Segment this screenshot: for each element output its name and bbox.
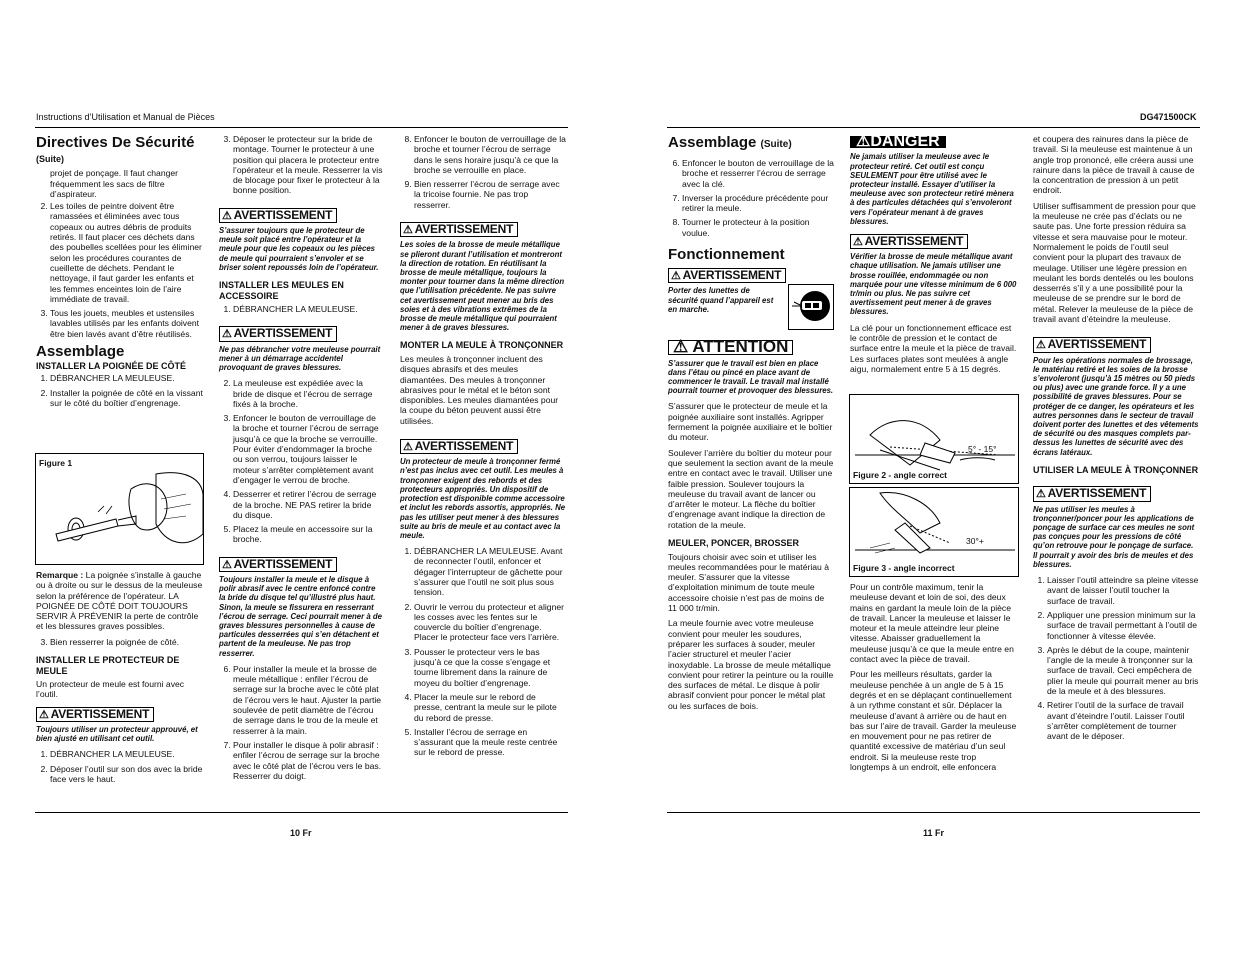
warning-triangle-icon: ⚠ <box>1036 488 1046 501</box>
list-item: 3. Déposer le protecteur sur la bride de montage. Tourner le protecteur à une position qui placera le protecteur entre l’opérateur et la meule. Resserrer la vis de blocage pour fixer le protecteur à la bonne position. <box>233 134 383 196</box>
list-item: 1. DÉBRANCHER LA MEULEUSE. <box>50 749 206 759</box>
figure-1 <box>35 453 204 565</box>
warning-triangle-icon: ⚠ <box>222 558 232 571</box>
list-item: 1. DÉBRANCHER LA MEULEUSE. <box>50 373 206 383</box>
warning-triangle-icon: ⚠ <box>222 209 232 222</box>
warning-triangle-icon: ⚠ <box>673 337 689 357</box>
figure-caption: Figure 2 - angle correct <box>853 470 947 480</box>
warning-triangle-icon: ⚠ <box>856 133 871 150</box>
header-rule-left <box>35 127 568 128</box>
subsection-heading: INSTALLER LES MEULES EN ACCESSOIRE <box>219 280 344 301</box>
paragraph: La clé pour un fonctionnement efficace est le contrôle de pression et le contact de surface entre la meule et la pièce de travail. Les surfaces plates sont meulées à angle aigu, normalement entre 5 à 15 degrés. <box>850 322 1017 374</box>
list-item: 2. Installer la poignée de côté en la vissant sur le côté du boîtier d’engrenage. <box>50 388 206 409</box>
warning-triangle-icon: ⚠ <box>1036 339 1046 352</box>
warning-triangle-icon: ⚠ <box>671 270 681 283</box>
list-item: 1. Laisser l’outil atteindre sa pleine vitesse avant de laisser l’outil toucher la surface de travail. <box>1047 575 1199 606</box>
warning-label: ⚠ AVERTISSEMENT <box>219 208 337 223</box>
warning-label: ⚠ AVERTISSEMENT <box>400 222 518 237</box>
paragraph: Toujours choisir avec soin et utiliser les meules recommandées pour le matériau à meuler. S’assurer que la vitesse d’exploitation minimum de toute meule accessoire choisie n’est pas de moins de 11 000 tr/min. <box>668 551 829 614</box>
column-3 <box>400 134 566 762</box>
list-item: 4. Placer la meule sur le rebord de presse, centrant la meule sur le pilote du rebord de presse. <box>414 692 566 723</box>
warning-triangle-icon: ⚠ <box>853 235 863 248</box>
paragraph: Pour les meilleurs résultats, garder la meuleuse penchée à un angle de 5 à 15 degrés et en se déplaçant continuellement à un rythme constant et sûr. Déplacer la meuleuse d’avant à arrière ou de haut en bas sur l’aire de travail. Garder la meuleuse en mouvement pour ne pas retirer de quantité excessive de matériau d’un seul endroit. Si la meuleuse reste trop longtemps à un endroit, elle enfoncera <box>850 669 1017 773</box>
list-item: 2. Déposer l’outil sur son dos avec la bride face vers le haut. <box>50 764 206 785</box>
section-subtitle: (Suite) <box>36 154 64 164</box>
footer-rule-right <box>667 812 1200 813</box>
figure-caption: Figure 3 - angle incorrect <box>853 563 955 573</box>
warning-text: Vérifier la brosse de meule métallique avant chaque utilisation. Ne jamais utiliser une brosse rouillée, endommagée ou non marquée pour une vitesse minimum de 6 000 tr/min ou plus. Ne pas suivre cet avertissement peut mener à de graves blessures. <box>850 252 1017 317</box>
figure-2 <box>849 394 1019 484</box>
list-item: 7. Inverser la procédure précédente pour retirer la meule. <box>682 193 834 214</box>
paragraph: La meule fournie avec votre meuleuse convient pour meuler les soudures, préparer les surfaces à souder, meuler l’acier structurel et meuler l’acier inoxydable. La brosse de meule métallique convient pour retirer la peinture ou la rouille des surfaces de métal. Le disque à polir abrasif convient pour poncer le métal plat ou les surfaces de bois. <box>668 618 834 711</box>
page-header-right: DG471500CK <box>1140 112 1197 122</box>
list-item: 7. Pour installer le disque à polir abrasif : enfiler l’écrou de serrage sur la broche avec le côté plat de l’écrou vers le bas. Resserrer du doigt. <box>233 740 383 781</box>
page-number-right: 11 Fr <box>923 828 945 838</box>
safety-glasses-icon <box>788 284 834 330</box>
list-item: 3. Enfoncer le bouton de verrouillage de la broche et tourner l’écrou de serrage jusqu’à ce que la broche se verrouille. Pour éviter d’endommager la broche ou son verrou, toujours laisser le moteur s’arrêter complètement avant d’engager le verrou de broche. <box>233 413 383 485</box>
column-1-lower <box>36 570 206 788</box>
warning-text: Les soies de la brosse de meule métallique se plieront durant l’utilisation et montreront la direction de rotation. En réutilisant la brosse de meule métallique, toujours la monter pour tourner dans la même direction que l’utilisation précédente. Ne pas suivre cet avertissement peut mener au bris des soies et à des vibrations extrêmes de la brosse de meule métallique qui pourraient mener à de graves blessures. <box>400 240 565 333</box>
column-1 <box>36 134 206 412</box>
paragraph: et coupera des rainures dans la pièce de travail. Si la meuleuse est maintenue à un angle trop prononcé, elle créera aussi une rainure dans la pièce de travail à cause de la concentration de pression à un petit endroit. <box>1033 134 1195 196</box>
assemblage-heading: Assemblage <box>36 343 125 361</box>
page-number-left: 10 Fr <box>290 828 312 838</box>
list-item: 6. Pour installer la meule et la brosse de meule métallique : enfiler l’écrou de serrage sur la broche avec le côté plat de l’écrou vers le haut. Ajuster la partie soulevée de petit diamètre de l’écrou de serrage dans le trou de la meule et resserrer à la main. <box>233 664 383 736</box>
paragraph: Un protecteur de meule est fourni avec l’outil. <box>36 679 185 700</box>
warning-text: Pour les opérations normales de brossage, le matériau retiré et les soies de la brosse s’envoleront (jusqu’à 15 mètres ou 50 pieds ou plus) avec une grande force. Il y a une possibilité de graves blessures. Pour se protéger de ce danger, les opérateurs et les autres personnes dans le secteur de travail doivent porter des lunettes et des vêtements de sécurité ou des masques complets par-dessus les lunettes de sécurité avec des écrans latéraux. <box>1033 355 1199 457</box>
warning-text: Un protecteur de meule à tronçonner fermé n’est pas inclus avec cet outil. Les meules à tronçonner exigent des rebords et des protecteurs appropriés. Un dispositif de protection est disponible comme accessoire et inclut les rebords assortis, appropriés. Ne pas les utiliser peut mener à des blessures suite au bris de meule et au contact avec la meule. <box>400 457 566 540</box>
caution-label: ⚠ ATTENTION <box>668 340 793 354</box>
subsection-heading: MONTER LA MEULE À TRONÇONNER <box>400 340 564 351</box>
warning-label: ⚠ AVERTISSEMENT <box>850 234 968 249</box>
subsection-heading: INSTALLER LE PROTECTEUR DE MEULE <box>36 655 180 676</box>
warning-triangle-icon: ⚠ <box>403 440 413 453</box>
list-item: 3. Pousser le protecteur vers le bas jusqu’à ce que la cosse s’engage et tourne librement dans la rainure de moyeu du boîtier d’engrenage. <box>414 647 566 688</box>
list-item: 1. DÉBRANCHER LA MEULEUSE. Avant de reconnecter l’outil, enfoncer et dégager l’interrupteur de gâchette pour s’assurer que l’outil ne soit plus sous tension. <box>414 546 566 597</box>
paragraph: Pour un contrôle maximum, tenir la meuleuse devant et loin de soi, des deux mains en gardant la meule loin de la pièce de travail. Lancer la meuleuse et laisser le moteur et la meule atteindre leur pleine vitesse. Abaisser graduellement la meuleuse jusqu’à ce que la meule entre en contact avec la pièce de travail. <box>850 582 1014 665</box>
footer-rule-left <box>35 812 568 813</box>
paragraph: Soulever l’arrière du boîtier du moteur pour que seulement la section avant de la meule entre en contact avec le travail. Utiliser une faible pression. Soulever toujours la meuleuse du travail avant de lancer ou d’arrêter le moteur. La flèche du boîtier d’engrenage avant indique la direction de rotation de la meule. <box>668 447 834 530</box>
list-item: 9. Bien resserrer l’écrou de serrage avec la tricoise fournie. Ne pas trop resserrer. <box>414 179 566 210</box>
warning-text: Toujours utiliser un protecteur approuvé, et bien ajusté en utilisant cet outil. <box>36 724 198 744</box>
paragraph: Les meules à tronçonner incluent des disques abrasifs et des meules diamantées. Des meules à tronçonner abrasives pour le métal et le béton sont disponibles. Les meules diamantées pour la coupe du béton peuvent aussi être utilisées. <box>400 353 559 426</box>
fonctionnement-heading: Fonctionnement <box>668 246 785 264</box>
warning-text: Toujours installer la meule et le disque à polir abrasif avec le centre enfoncé contre la bride du disque tel qu’illustré plus haut. Sinon, la meule se fissurera en resserrant l’écrou de serrage. Ceci pourrait mener à de graves blessures personnelles à cause de particules desserrées qui s’en détachent et partent de la meuleuse. Ne pas trop resserrer. <box>219 575 382 658</box>
list-item: 3. Bien resserrer la poignée de côté. <box>50 637 206 647</box>
column-2 <box>219 134 383 785</box>
list-item: 1. DÉBRANCHER LA MEULEUSE. <box>233 304 383 314</box>
section-title: Directives De Sécurité <box>36 134 195 151</box>
warning-text: Ne pas débrancher votre meuleuse pourrait mener à un démarrage accidentel provoquant de graves blessures. <box>219 344 381 373</box>
list-item: 8. Enfoncer le bouton de verrouillage de la broche et tourner l’écrou de serrage dans le sens horaire jusqu’à ce que la broche se verrouille en place. <box>414 134 566 175</box>
subsection-heading: INSTALLER LA POIGNÉE DE CÔTÉ <box>36 361 187 372</box>
warning-label: ⚠ AVERTISSEMENT <box>400 439 518 454</box>
subsection-heading: UTILISER LA MEULE À TRONÇONNER <box>1033 464 1199 475</box>
paragraph: projet de ponçage. Il faut changer fréquemment les sacs de filtre d’aspirateur. <box>50 168 179 199</box>
list-item: 2. Les toiles de peintre doivent être ramassées et éliminées avec tous copeaux ou autres débris de produits retirés. Il faut placer ces déchets dans des poubelles scellées pour les éliminer selon les procédures courantes de cueillette de déchets. Pendant le nettoyage, il faut garder les enfants et les femmes enceintes loin de l’aire immédiate de travail. <box>50 201 206 304</box>
warning-label: ⚠ AVERTISSEMENT <box>219 557 337 572</box>
warning-label: ⚠ AVERTISSEMENT <box>36 707 154 722</box>
list-item: 5. Placez la meule en accessoire sur la broche. <box>233 524 383 545</box>
subsection-heading: MEULER, PONCER, BROSSER <box>668 538 800 549</box>
list-item: 2. Ouvrir le verrou du protecteur et aligner les cosses avec les fentes sur le couvercle du boîtier d’engrenage. Placer le protecteur face vers l’arrière. <box>414 602 566 643</box>
danger-text: Ne jamais utiliser la meuleuse avec le protecteur retiré. Cet outil est conçu SEULEMENT pour être utilisé avec le protecteur installé. Essayer d’utiliser la meuleuse avec son protecteur retiré mènera à des particules détachées qui s’envoleront vers l’opérateur menant à de graves blessures. <box>850 152 1014 226</box>
header-rule-right <box>667 127 1200 128</box>
list-item: 3. Tous les jouets, meubles et ustensiles lavables utilisés par les enfants doivent être bien lavés avant d’être réutilisés. <box>50 308 206 339</box>
warning-text: Porter des lunettes de sécurité quand l’appareil est en marche. <box>668 286 774 314</box>
angle-label: 30°+ <box>966 536 984 546</box>
list-item: 5. Installer l’écrou de serrage en s’assurant que la meule reste centrée sur le rebord de presse. <box>414 727 566 758</box>
warning-text: S’assurer toujours que le protecteur de meule soit placé entre l’opérateur et la meule pour que les copeaux ou les pièces de meule qui pourraient s’envoler et se briser soient repoussés loin de l’opérateur. <box>219 226 379 272</box>
warning-triangle-icon: ⚠ <box>222 328 232 341</box>
warning-label: ⚠ AVERTISSEMENT <box>1033 337 1151 352</box>
list-item: 6. Enfoncer le bouton de verrouillage de la broche et resserrer l’écrou de serrage avec la clé. <box>682 158 834 189</box>
page-header-left: Instructions d’Utilisation et Manual de Pièces <box>36 112 215 122</box>
warning-label: ⚠ AVERTISSEMENT <box>219 326 337 341</box>
column-5-lower <box>850 582 1018 777</box>
list-item: 2. La meuleuse est expédiée avec la bride de disque et l’écrou de serrage fixés à la broche. <box>233 378 383 409</box>
caution-text: S’assurer que le travail est bien en place dans l’étau ou pincé en place avant de commencer le travail. Le travail mal installé pourrait tourner et provoquer des blessures. <box>668 358 834 396</box>
list-item: 8. Tourner le protecteur à la position voulue. <box>682 217 834 238</box>
list-item: 4. Desserrer et retirer l’écrou de serrage de la broche. NE PAS retirer la bride du disque. <box>233 489 383 520</box>
figure-caption: Figure 1 <box>39 458 73 468</box>
angle-label: 5° - 15° <box>968 444 997 454</box>
list-item: 4. Retirer l’outil de la surface de travail avant d’éteindre l’outil. Laisser l’outil s’arrêter complètement de tourner avant de le déposer. <box>1047 700 1199 741</box>
grinder-handle-illustration <box>36 454 203 564</box>
list-item: 2. Appliquer une pression minimum sur la surface de travail permettant à l’outil de fonctionner à vitesse élevée. <box>1047 610 1199 641</box>
figure-3 <box>849 487 1019 577</box>
column-4 <box>668 134 834 716</box>
paragraph: S’assurer que le protecteur de meule et la poignée auxiliaire sont installés. Agripper fermement la poignée auxiliaire et le boîtier du moteur. <box>668 401 833 443</box>
warning-text: Ne pas utiliser les meules à tronçonner/poncer pour les applications de ponçage de surface car ces meules ne sont pas conçues pour les pressions de côté qu’on retrouve pour le ponçage de surface. Il pourrait y avoir des bris de meules et des blessures. <box>1033 504 1195 569</box>
column-6 <box>1033 134 1199 746</box>
danger-label: ⚠DANGER <box>850 136 946 148</box>
section-subtitle: (Suite) <box>760 139 792 150</box>
warning-label: ⚠ AVERTISSEMENT <box>668 268 786 283</box>
remarque-label: Remarque : <box>36 570 84 580</box>
warning-triangle-icon: ⚠ <box>39 708 49 721</box>
paragraph: Utiliser suffisamment de pression pour que la meuleuse ne crée pas d’éclats ou ne saute pas. Une forte pression réduira sa vitesse et sera mauvaise pour le moteur. Normalement le poids de l’outil seul convient pour la plupart des travaux de meulage. Utiliser une légère pression en meulant les bords dentelés ou les boulons desserrés s’il y a une possibilité pour la meuleuse de se prendre sur le bord de métal. Relever la meuleuse de la pièce de travail avant d’éteindre la meuleuse. <box>1033 200 1196 325</box>
column-5 <box>850 133 1018 379</box>
warning-triangle-icon: ⚠ <box>403 224 413 237</box>
warning-label: ⚠ AVERTISSEMENT <box>1033 486 1151 501</box>
remarque-text: La poignée s’installe à gauche ou à droite ou sur le dessus de la meuleuse selon la préférence de l’opérateur. LA POIGNÉE DE CÔTÉ DOIT TOUJOURS SERVIR À PRÉVENIR la perte de contrôle et les blessures graves possibles. <box>36 570 203 632</box>
list-item: 3. Après le début de la coupe, maintenir l’angle de la meule à tronçonner sur la surface de travail. Ceci empêchera de plier la meule qui pourrait mener au bris de la meule et à des blessures. <box>1047 645 1199 696</box>
section-title: Assemblage <box>668 134 757 151</box>
